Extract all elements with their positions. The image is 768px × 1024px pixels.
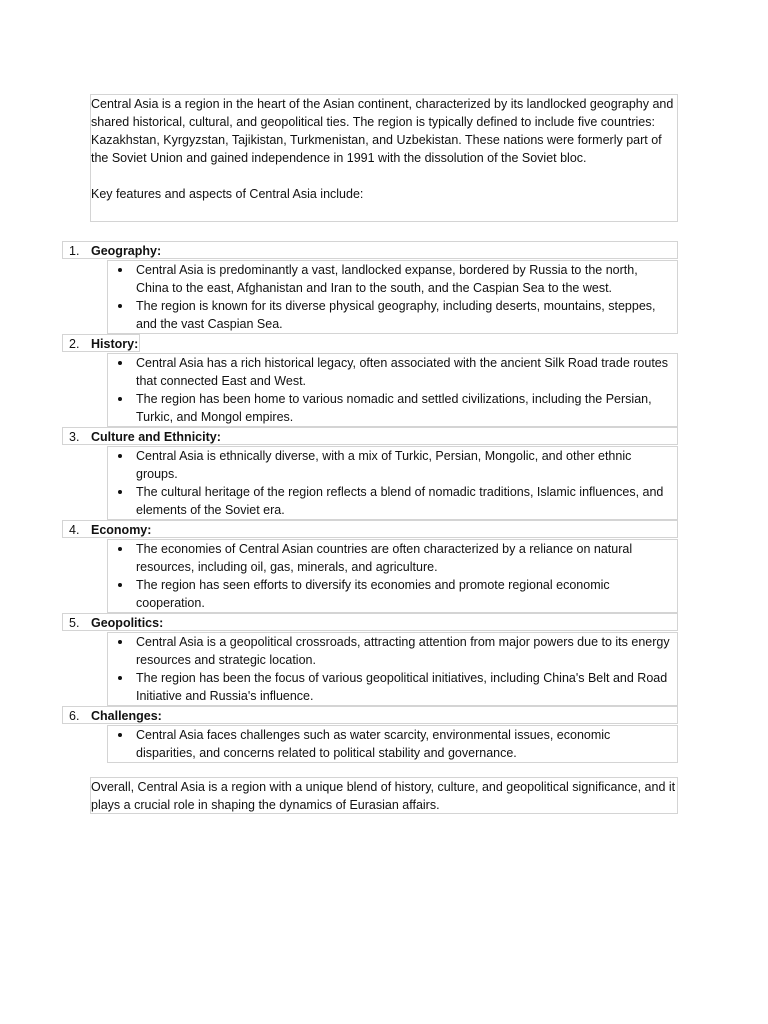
section-geopolitics-header [62, 613, 678, 631]
section-geography-header [62, 241, 678, 259]
section-title: Challenges: [91, 709, 162, 723]
section-history-bullets [107, 353, 678, 427]
list-item: Central Asia is ethnically diverse, with a mix of Turkic, Persian, Mongolic, and other ethnic groups. [108, 447, 677, 483]
section-number: 6. [69, 709, 80, 723]
list-item: Central Asia is a geopolitical crossroads, attracting attention from major powers due to its energy resources and strategic location. [108, 633, 677, 669]
section-history-header [62, 334, 140, 352]
section-culture-bullets [107, 446, 678, 520]
list-item: The cultural heritage of the region reflects a blend of nomadic traditions, Islamic influences, and elements of the Soviet era. [108, 483, 677, 519]
section-title: Economy: [91, 523, 152, 537]
section-title: History: [91, 337, 139, 351]
section-geopolitics-bullets [107, 632, 678, 706]
section-economy-bullets [107, 539, 678, 613]
outro-paragraph: Overall, Central Asia is a region with a unique blend of history, culture, and geopolitical significance, and it plays a crucial role in shaping the dynamics of Eurasian affairs. [91, 780, 676, 812]
list-item: The region has been home to various nomadic and settled civilizations, including the Persian, Turkic, and Mongol empires. [108, 390, 677, 426]
list-item: Central Asia faces challenges such as water scarcity, environmental issues, economic disparities, and concerns related to political stability and governance. [108, 726, 677, 762]
section-title: Culture and Ethnicity: [91, 430, 221, 444]
section-number: 2. [69, 337, 80, 351]
section-challenges-bullets [107, 725, 678, 763]
intro-lead: Key features and aspects of Central Asia include: [91, 187, 364, 201]
section-title: Geography: [91, 244, 162, 258]
list-item: The region has seen efforts to diversify its economies and promote regional economic cooperation. [108, 576, 677, 612]
section-title: Geopolitics: [91, 616, 164, 630]
section-economy-header [62, 520, 678, 538]
section-number: 1. [69, 244, 80, 258]
intro-block [90, 94, 678, 222]
section-geography-bullets [107, 260, 678, 334]
list-item: The region has been the focus of various geopolitical initiatives, including China's Belt and Road Initiative and Russia's influence. [108, 669, 677, 705]
list-item: The region is known for its diverse physical geography, including deserts, mountains, steppes, and the vast Caspian Sea. [108, 297, 677, 333]
intro-paragraph: Central Asia is a region in the heart of the Asian continent, characterized by its landlocked geography and shared historical, cultural, and geopolitical ties. The region is typically defined to include five countries: Kazakhstan, Kyrgyzstan, Tajikistan, Turkmenistan, and Uzbekistan. These nations were formerly part of the Soviet Union and gained independence in 1991 with the dissolution of the Soviet bloc. [91, 97, 674, 165]
section-number: 3. [69, 430, 80, 444]
list-item: Central Asia is predominantly a vast, landlocked expanse, bordered by Russia to the north, China to the east, Afghanistan and Iran to the south, and the Caspian Sea to the west. [108, 261, 677, 297]
section-culture-header [62, 427, 678, 445]
section-challenges-header [62, 706, 678, 724]
section-number: 4. [69, 523, 80, 537]
list-item: Central Asia has a rich historical legacy, often associated with the ancient Silk Road trade routes that connected East and West. [108, 354, 677, 390]
section-number: 5. [69, 616, 80, 630]
feature-list [62, 241, 678, 763]
outro-block [90, 777, 678, 814]
list-item: The economies of Central Asian countries are often characterized by a reliance on natural resources, including oil, gas, minerals, and agriculture. [108, 540, 677, 576]
